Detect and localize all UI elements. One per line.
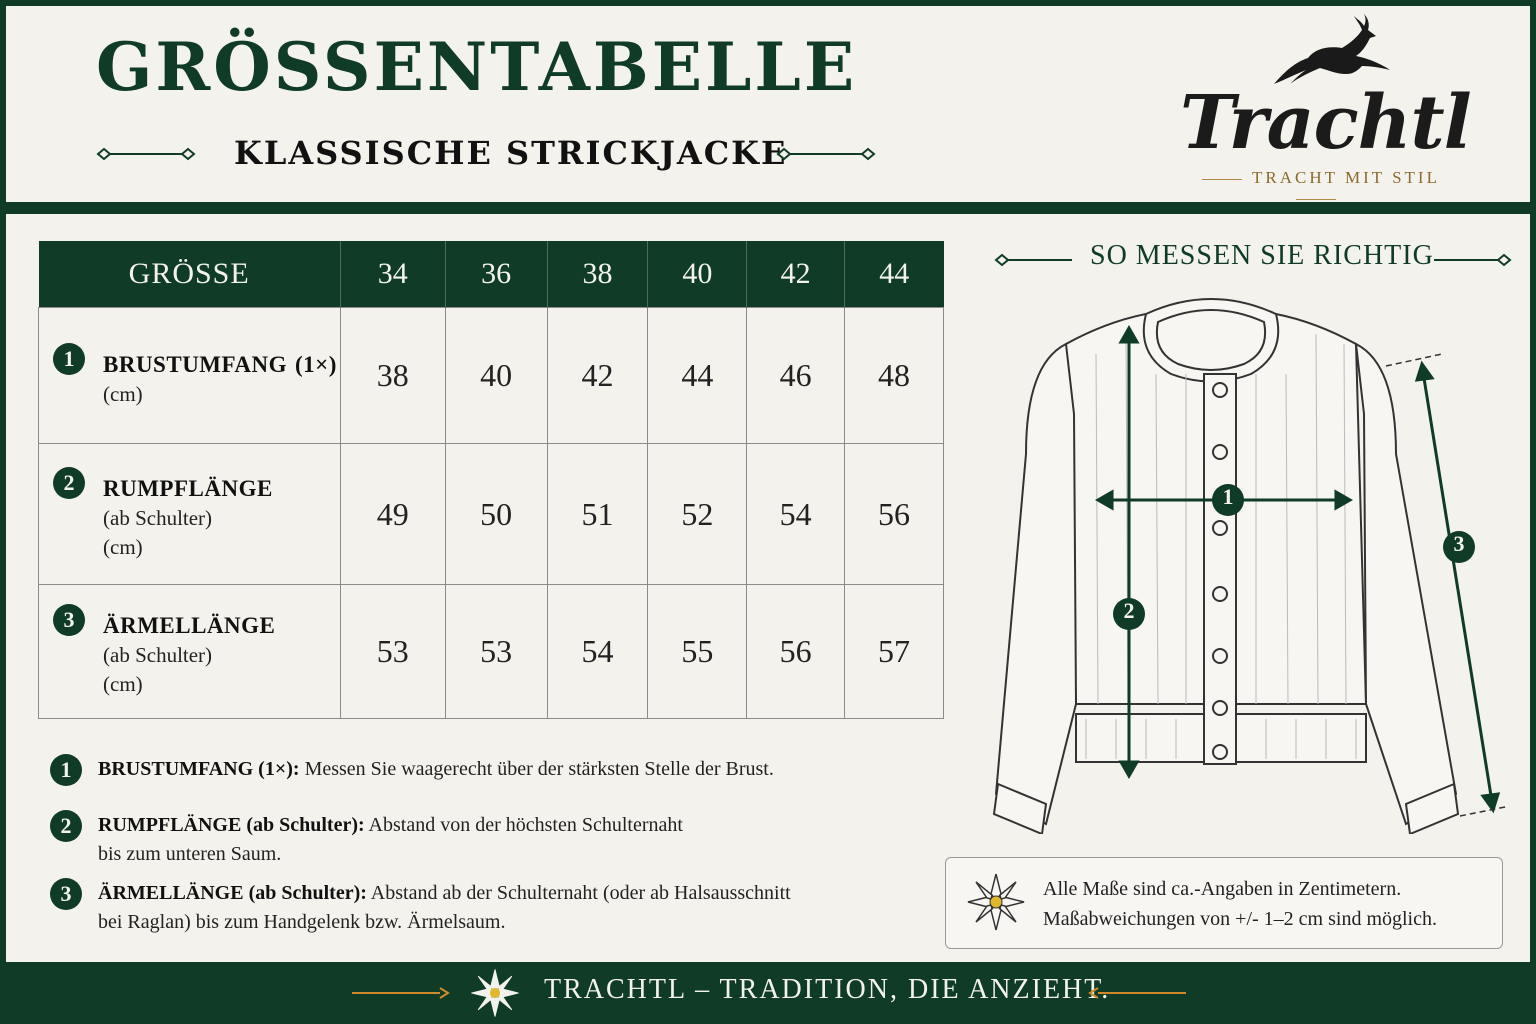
brand-logo — [1166, 10, 1471, 196]
size-header: 38 — [547, 241, 648, 308]
table-cell: 50 — [445, 444, 547, 585]
size-header: 42 — [747, 241, 845, 308]
note-text: Messen Sie waagerecht über der stärksten Stelle der Brust. — [304, 758, 774, 780]
table-cell: 56 — [845, 444, 944, 585]
row-label-title: BRUSTUMFANG — [103, 351, 287, 377]
row-label-unit: (cm) — [103, 672, 143, 696]
note-text: Abstand von der höchsten Schulternaht — [368, 814, 683, 836]
edelweiss-icon — [468, 966, 522, 1020]
size-header: 44 — [845, 241, 944, 308]
row-label — [39, 585, 341, 719]
main-panel — [6, 214, 1530, 962]
row-label-unit: (cm) — [103, 381, 143, 406]
number-badge: 2 — [50, 810, 82, 842]
table-row — [39, 585, 944, 719]
table-cell: 38 — [340, 308, 445, 444]
number-badge: 3 — [53, 604, 85, 636]
row-label — [39, 308, 341, 444]
marker-2: 2 — [1123, 598, 1135, 623]
table-cell: 40 — [445, 308, 547, 444]
note-text-continued: bis zum unteren Saum. — [98, 843, 282, 865]
table-cell: 46 — [747, 308, 845, 444]
note-text-continued: bei Raglan) bis zum Handgelenk bzw. Ärmelsaum. — [98, 911, 506, 933]
table-cell: 42 — [547, 308, 648, 444]
table-cell: 51 — [547, 444, 648, 585]
row-label-sub: (ab Schulter) — [103, 643, 213, 667]
size-header: 34 — [340, 241, 445, 308]
logo-wordmark: Trachtl — [1180, 80, 1471, 166]
subtitle-row — [96, 134, 876, 174]
row-label — [39, 444, 341, 585]
number-badge: 3 — [50, 878, 82, 910]
footer-slogan: TRACHTL – TRADITION, DIE ANZIEHT. — [544, 974, 1111, 1005]
row-label-unit: (cm) — [103, 534, 143, 559]
info-line-2: Maßabweichungen von +/- 1–2 cm sind möglich. — [1043, 908, 1437, 930]
edelweiss-icon — [964, 870, 1028, 934]
diamond-ornament-icon — [96, 144, 196, 164]
row-label-title: ÄRMELLÄNGE — [103, 613, 276, 638]
size-header: 36 — [445, 241, 547, 308]
number-badge: 1 — [50, 754, 82, 786]
row-label-sub: (ab Schulter) — [103, 505, 213, 530]
number-badge: 2 — [53, 467, 85, 499]
measure-title: SO MESSEN SIE RICHTIG — [1090, 240, 1434, 271]
size-table — [38, 241, 944, 719]
arrow-right-icon — [350, 985, 450, 1001]
info-box — [945, 857, 1503, 949]
table-row — [39, 308, 944, 444]
number-badge: 1 — [53, 343, 85, 375]
page-subtitle: KLASSISCHE STRICKJACKE — [234, 134, 788, 172]
note-term: BRUSTUMFANG (1×): — [98, 758, 300, 780]
arrow-left-icon — [1088, 985, 1188, 1001]
marker-3: 3 — [1453, 531, 1465, 556]
table-cell: 54 — [747, 444, 845, 585]
marker-1: 1 — [1222, 484, 1234, 509]
table-cell: 49 — [340, 444, 445, 585]
size-header: 40 — [648, 241, 747, 308]
table-cell: 52 — [648, 444, 747, 585]
note-text: Abstand ab der Schulternaht (oder ab Halsausschnitt — [370, 882, 791, 904]
table-cell: 54 — [547, 585, 648, 719]
note-term: RUMPFLÄNGE (ab Schulter): — [98, 814, 365, 836]
table-cell: 53 — [340, 585, 445, 719]
info-line-1: Alle Maße sind ca.-Angaben in Zentimetern. — [1043, 878, 1402, 900]
table-cell: 56 — [747, 585, 845, 719]
diamond-ornament-icon — [1432, 250, 1512, 270]
logo-tagline: TRACHT MIT STIL — [1176, 168, 1456, 208]
diamond-ornament-icon — [776, 144, 876, 164]
size-column-header: GRÖSSE — [39, 241, 341, 308]
table-row — [39, 444, 944, 585]
table-header-row — [39, 241, 944, 308]
note-term: ÄRMELLÄNGE (ab Schulter): — [98, 882, 367, 904]
table-cell: 53 — [445, 585, 547, 719]
row-label-title: RUMPFLÄNGE — [103, 475, 273, 501]
table-cell: 44 — [648, 308, 747, 444]
table-cell: 48 — [845, 308, 944, 444]
cardigan-illustration — [986, 294, 1506, 834]
row-label-suffix: (1×) — [294, 351, 337, 377]
page-title: GRÖSSENTABELLE — [96, 28, 858, 106]
table-cell: 55 — [648, 585, 747, 719]
table-cell: 57 — [845, 585, 944, 719]
header — [6, 6, 1530, 202]
diamond-ornament-icon — [994, 250, 1074, 270]
